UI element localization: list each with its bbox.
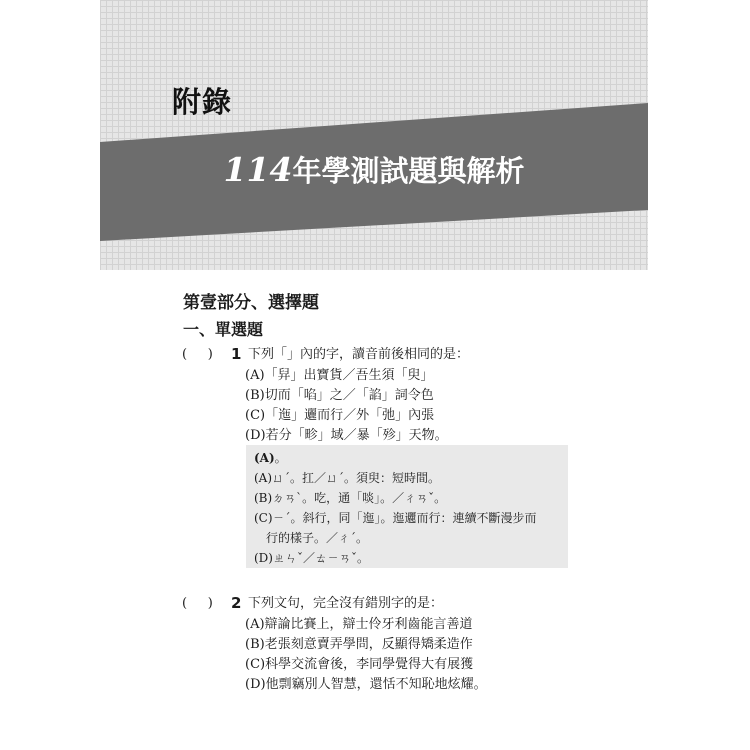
option-d: (D)若分「畛」域／暴「殄」天物。: [245, 428, 448, 443]
answer-key-suffix: 。: [274, 451, 287, 465]
explanation-line-d: (D)ㄓㄣˇ／ㄊㄧㄢˇ。: [254, 551, 369, 565]
explanation-line-b: (B)ㄉㄢˋ。吃，通「啖」。／ㄔㄢˇ。: [254, 491, 447, 505]
option-b: (B)老張刻意賣弄學問，反顯得矯柔造作: [245, 637, 473, 652]
option-list: [245, 615, 487, 695]
answer-key-line: [254, 449, 287, 466]
explanation-line-c-cont: 行的樣子。／ㄔˊ。: [266, 531, 369, 545]
explanation-line-a: (A)ㄩˊ。扛／ㄩˊ。須臾：短時間。: [254, 471, 441, 485]
question-stem: 下列文句，完全沒有錯別字的是：: [248, 596, 444, 611]
option-list: [245, 366, 448, 446]
answer-explanation-box: [246, 445, 568, 568]
question-number: 2: [231, 594, 242, 612]
section-heading-part: 第壹部分、選擇題: [183, 293, 319, 313]
option-d: (D)他剽竊別人智慧，還恬不知恥地炫耀。: [245, 677, 487, 692]
option-a: (A)「舁」出寶貨／吾生須「臾」: [245, 368, 434, 383]
option-c: (C)「迤」邐而行／外「弛」內張: [245, 408, 435, 423]
question-stem: 下列「」內的字，讀音前後相同的是：: [248, 347, 470, 362]
page-title: [100, 150, 648, 191]
answer-key: (A): [254, 451, 275, 465]
explanation-line-c: (C)ㄧˊ。斜行，同「迤」。迤邐而行：連續不斷漫步而: [254, 511, 537, 525]
option-b: (B)切而「啗」之／「諂」詞令色: [245, 388, 434, 403]
question-number: 1: [231, 345, 242, 363]
appendix-heading: 附錄: [172, 85, 233, 119]
title-number: 114: [223, 150, 293, 189]
answer-blank: ( ): [182, 596, 213, 611]
title-band: [100, 0, 648, 270]
header-banner: [100, 0, 648, 270]
section-heading-sub: 一、單選題: [183, 320, 264, 339]
option-c: (C)科學交流會後，李同學覺得大有展獲: [245, 657, 474, 672]
answer-blank: ( ): [182, 347, 213, 362]
title-text: 年學測試題與解析: [292, 154, 525, 188]
option-a: (A)辯論比賽上，辯士伶牙利齒能言善道: [245, 617, 473, 632]
